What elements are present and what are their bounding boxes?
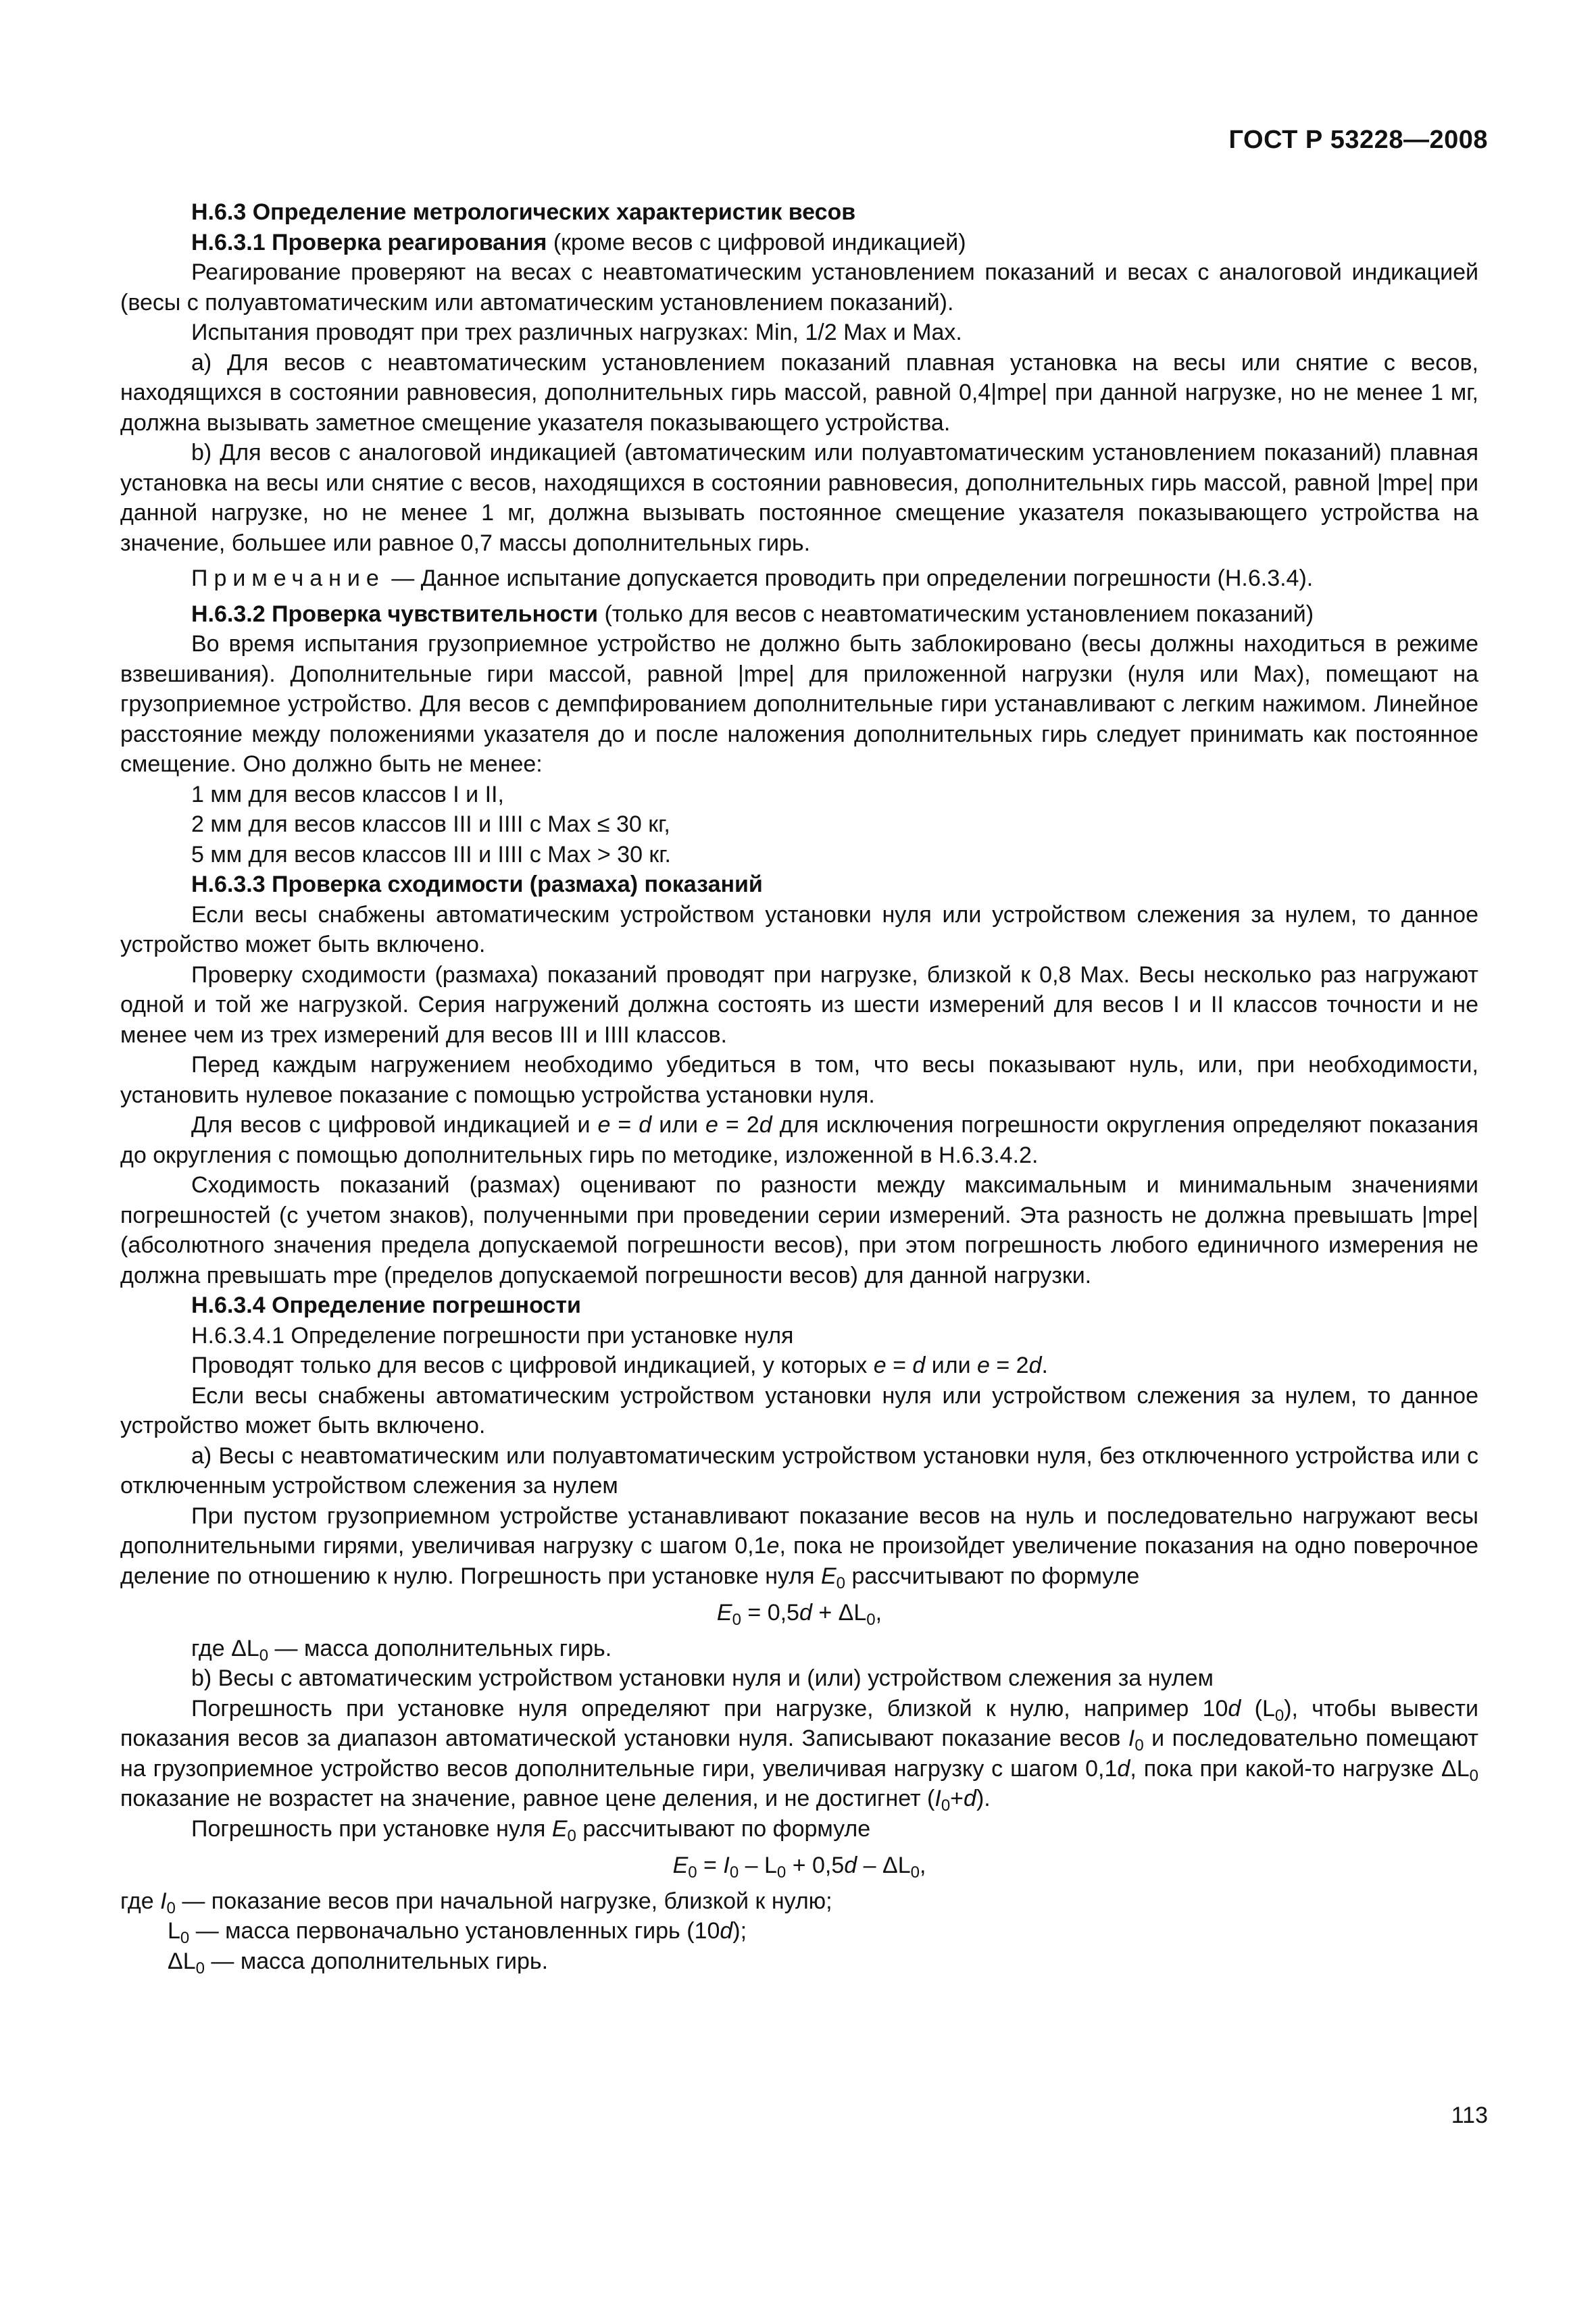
formula-legend: где $I_0$ — показание весов при начальной нагрузке, близкой к нулю; [120, 1888, 832, 1917]
subsection-heading-reaction: Н.6.3.1 Проверка реагирования (кроме весов с цифровой индикацией) [191, 229, 966, 255]
paragraph: b) Для весов с аналоговой индикацией (автоматическим или полуавтоматическим установлением показаний) плавная установка на весы или снятие с весов, находящихся в состоянии равновесия, дополнительных гирь массой, равной |mpe| при данной нагрузке, но не менее 1 мг, должна вызывать постоянное смещение указателя показывающего устройства на значение, большее или равное 0,7 массы дополнительных гирь. [120, 440, 1478, 556]
subsection-heading-repeatability: Н.6.3.3 Проверка сходимости (размаха) показаний [191, 872, 763, 897]
subsection-heading-error: Н.6.3.4 Определение погрешности [191, 1292, 581, 1318]
paragraph: Для весов с цифровой индикацией и e = d или e = 2d для исключения погрешности округления определяют показания до округления с помощью дополнительных гирь по методике, изложенной в Н.6.3.4.2. [120, 1112, 1478, 1168]
document-body [120, 197, 1478, 1976]
paragraph: Реагирование проверяют на весах с неавтоматическим установлением показаний и весах с аналоговой индикацией (весы с полуавтоматическим или автоматическим установлением показаний). [120, 259, 1478, 316]
paragraph: Проводят только для весов с цифровой индикацией, у которых e = d или e = 2d. [191, 1353, 1048, 1378]
formula-zero-error-auto: $E_0 = I_0 - L_0 + 0,5d - \Delta L_0$, [672, 1853, 926, 1882]
note: Примечание — Данное испытание допускается проводить при определении погрешности (Н.6.3.4). [191, 565, 1314, 591]
formula-legend: где $\Delta L_0$ — масса дополнительных гирь. [191, 1635, 612, 1665]
paragraph: Погрешность при установке нуля определяют при нагрузке, близкой к нулю, например 10d $(L_0)$, чтобы вывести показания весов за диапазон автоматической установки нуля. Записывают показание весов $I_0$ и последовательно помещают на грузоприемное устройство весов дополнительные гири, увеличивая нагрузку с шагом 0,1d, пока при какой-то нагрузке $\Delta L_0$ показание не возрастет на значение, равное цене деления, и не достигнет $(I_0+d)$. [120, 1695, 1478, 1815]
formula-zero-error: $E_0 = 0,5d + \Delta L_0$, [716, 1600, 882, 1629]
paragraph: При пустом грузоприемном устройстве устанавливают показание весов на нуль и последовательно нагружают весы дополнительными гирями, увеличивая нагрузку с шагом 0,1e, пока не произойдет увеличение показания на одно поверочное деление по отношению к нулю. Погрешность при установке нуля $E_0$ рассчитывают по формуле [120, 1503, 1478, 1592]
paragraph: b) Весы с автоматическим устройством установки нуля и (или) устройством слежения за нулем [191, 1665, 1214, 1691]
paragraph: Проверку сходимости (размаха) показаний проводят при нагрузке, близкой к 0,8 Max. Весы несколько раз нагружают одной и той же нагрузкой. Серия нагружений должна состоять из шести измерений для весов I и II классов точности и не менее чем из трех измерений для весов III и IIII классов. [120, 961, 1478, 1048]
paragraph: Перед каждым нагружением необходимо убедиться в том, что весы показывают нуль, или, при необходимости, установить нулевое показание с помощью устройства установки нуля. [120, 1052, 1478, 1108]
paragraph: a) Весы с неавтоматическим или полуавтоматическим устройством установки нуля, без отключенного устройства или с отключенным устройством слежения за нулем [120, 1442, 1478, 1499]
paragraph: Если весы снабжены автоматическим устройством установки нуля или устройством слежения за нулем, то данное устройство может быть включено. [120, 901, 1478, 957]
list-item: 1 мм для весов классов I и II, [191, 781, 504, 807]
list-item: 5 мм для весов классов III и IIII с Max > 30 кг. [191, 841, 671, 867]
paragraph: Сходимость показаний (размах) оценивают по разности между максимальным и минимальным значениями погрешностей (с учетом знаков), полученными при проведении серии измерений. Эта разность не должна превышать |mpe| (абсолютного значения предела допускаемой погрешности весов), при этом погрешность любого единичного измерения не должна превышать mpe (пределов допускаемой погрешности весов) для данной нагрузки. [120, 1172, 1478, 1288]
subsection-heading-sensitivity: Н.6.3.2 Проверка чувствительности (только для весов с неавтоматическим установлением показаний) [191, 601, 1314, 627]
paragraph: a) Для весов с неавтоматическим установлением показаний плавная установка на весы или снятие с весов, находящихся в состоянии равновесия, дополнительных гирь массой, равной 0,4|mpe| при данной нагрузке, но не менее 1 мг, должна вызывать заметное смещение указателя показывающего устройства. [120, 349, 1478, 436]
section-heading: Н.6.3 Определение метрологических характеристик весов [191, 199, 856, 225]
paragraph: Испытания проводят при трех различных нагрузках: Min, 1/2 Max и Max. [191, 320, 962, 345]
formula-legend: $\Delta L_0$ — масса дополнительных гирь. [168, 1948, 549, 1978]
document-header: ГОСТ Р 53228—2008 [1228, 126, 1488, 154]
paragraph: Если весы снабжены автоматическим устройством установки нуля или устройством слежения за нулем, то данное устройство может быть включено. [120, 1382, 1478, 1438]
list-item: 2 мм для весов классов III и IIII с Max ≤ 30 кг, [191, 811, 670, 837]
formula-legend: $L_0$ — масса первоначально установленных гирь (10d); [168, 1918, 747, 1947]
page-number: 113 [1451, 2103, 1488, 2128]
paragraph: Во время испытания грузоприемное устройство не должно быть заблокировано (весы должны находиться в режиме взвешивания). Дополнительные гири массой, равной |mpe| для приложенной нагрузки (нуля или Max), помещают на грузоприемное устройство. Для весов с демпфированием дополнительные гири устанавливают с легким нажимом. Линейное расстояние между положениями указателя до и после наложения дополнительных гирь следует принимать как постоянное смещение. Оно должно быть не менее: [120, 631, 1478, 777]
paragraph: Погрешность при установке нуля $E_0$ рассчитывают по формуле [191, 1815, 871, 1845]
paragraph: Н.6.3.4.1 Определение погрешности при установке нуля [191, 1322, 794, 1349]
